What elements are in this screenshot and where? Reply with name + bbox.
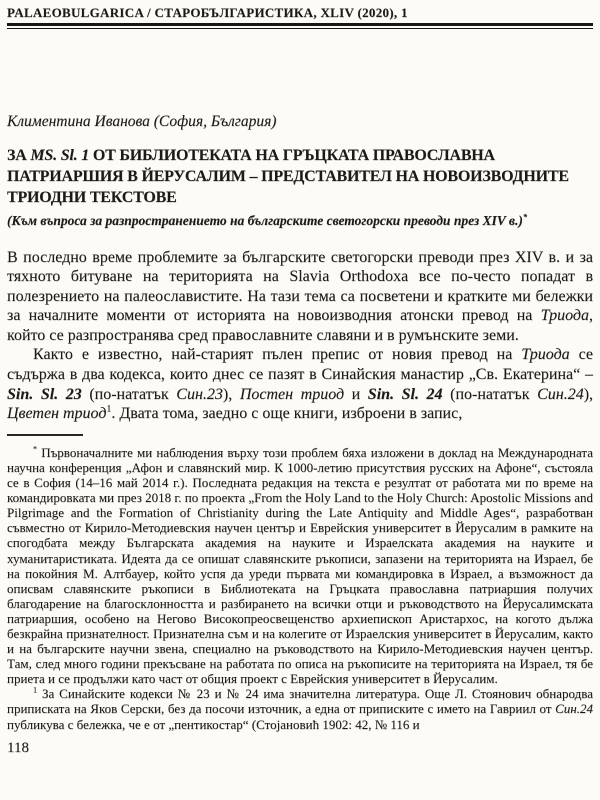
- body-paragraph: Както е известно, най-старият пълен препис от новия превод на Триода се съдържа в два кодекса, които днес се пазят в Синайския манастир „Св. Екатерина“ – Sin. Sl. 23 (по-нататък Син.23), Постен триод и Sin. Sl. 24 (по-нататък Син.24), Цветен триод$^1$. Двата тома, заедно с още книги, изброени в запис,: [7, 346, 594, 423]
- article-title-line: ЗА MS. Sl. 1 ОТ БИБЛИОТЕКАТА НА ГРЪЦКАТА ПРАВОСЛАВНА: [7, 146, 495, 164]
- header-rule-thin: [7, 28, 593, 29]
- article-title-line: ПАТРИАРШИЯ В ЙЕРУСАЛИМ – ПРЕДСТАВИТЕЛ НА НОВОИЗВОДНИТЕ: [7, 167, 569, 185]
- header-rule-thick: [7, 23, 593, 26]
- footnotes-block: [7, 445, 593, 732]
- article-subtitle: (Към въпроса за разпространението на българските светогорски преводи през XIV в.)*: [7, 212, 528, 228]
- body-paragraph: В последно време проблемите за българските светогорски преводи през XIV в. и за тяхното битуване на територията на Slavia Orthodoxa все по-често попадат в полезрението на палеославистите. На тази тема са посветени и кратките ми бележки за началните моменти от историята на новоизводния атонски превод на Триода, който се разпространява сред православните славяни и в румънските земи.: [7, 248, 593, 344]
- page-number: 118: [7, 739, 29, 756]
- author-line: Климентина Иванова (София, България): [7, 112, 277, 130]
- footnote-separator: [7, 434, 83, 436]
- footnote-one: $^1$ За Синайските кодекси № 23 и № 24 има значителна литература. Още Л. Стоянович обнародва приписката на Яков Серски, без да посочи източник, а една от приписките с името на Гавриил от Син.24 публикува с бележка, че е от „пентикостар“ (Стојановић 1902: 42, № 116 и: [7, 686, 593, 732]
- article-body: [7, 248, 593, 424]
- journal-header-text: PALAEOBULGARICA / СТАРОБЪЛГАРИСТИКА, XLIV (2020), 1: [7, 5, 408, 20]
- footnote-star: * Първоначалните ми наблюдения върху този проблем бяха изложени в доклад на Международната научна конференция „Афон и славянский мир. К 1000-летию присутствия русских на Афоне“, състояла се в София (14–16 май 2014 г.). Последната редакция на текста е резултат от работата ми по време на командировката ми през 2018 г. по проекта „From the Holy Land to the Holy Church: Apostolic Missions and Pilgrimage and the Formation of Christianity during the Late Antiquity and Middle Ages“, разработван съвместно от Кирило-Методиевския научен център и Еврейския университет в Йерусалим в рамките на спогодбата между Българската академия на науките и Израелската академия на науките и хуманитаристиката. Идеята да се опишат славянските ръкописи, запазени на територията на Израел, бе на покойния М. Алтбауер, който успя да уреди първата ми командировка в Израел, а възможност да описвам славянските ръкописи в Библиотеката на Гръцката православна патриаршия получих благодарение на благосклонността и разбирането на всички отци и ръководството на Йерусалимската патриаршия, особено на Негово Високопреосвещенство архиепископ Аристархос, на когото дължа безкрайна признателност. Признателна съм и на колегите от Израелския университет в Йерусалим, както и на българските научни звена, специално на ръководството на Кирило-Методиевския научен център. Там, след много години прекъсване на работата по описа на ръкописите на територията на Израел, тя бе приета и се продължи като част от общия проект с Еврейския университет в Йерусалим.: [7, 444, 593, 687]
- article-title: [7, 145, 593, 208]
- journal-header: [7, 5, 593, 29]
- article-title-line: ТРИОДНИ ТЕКСТОВЕ: [7, 188, 177, 206]
